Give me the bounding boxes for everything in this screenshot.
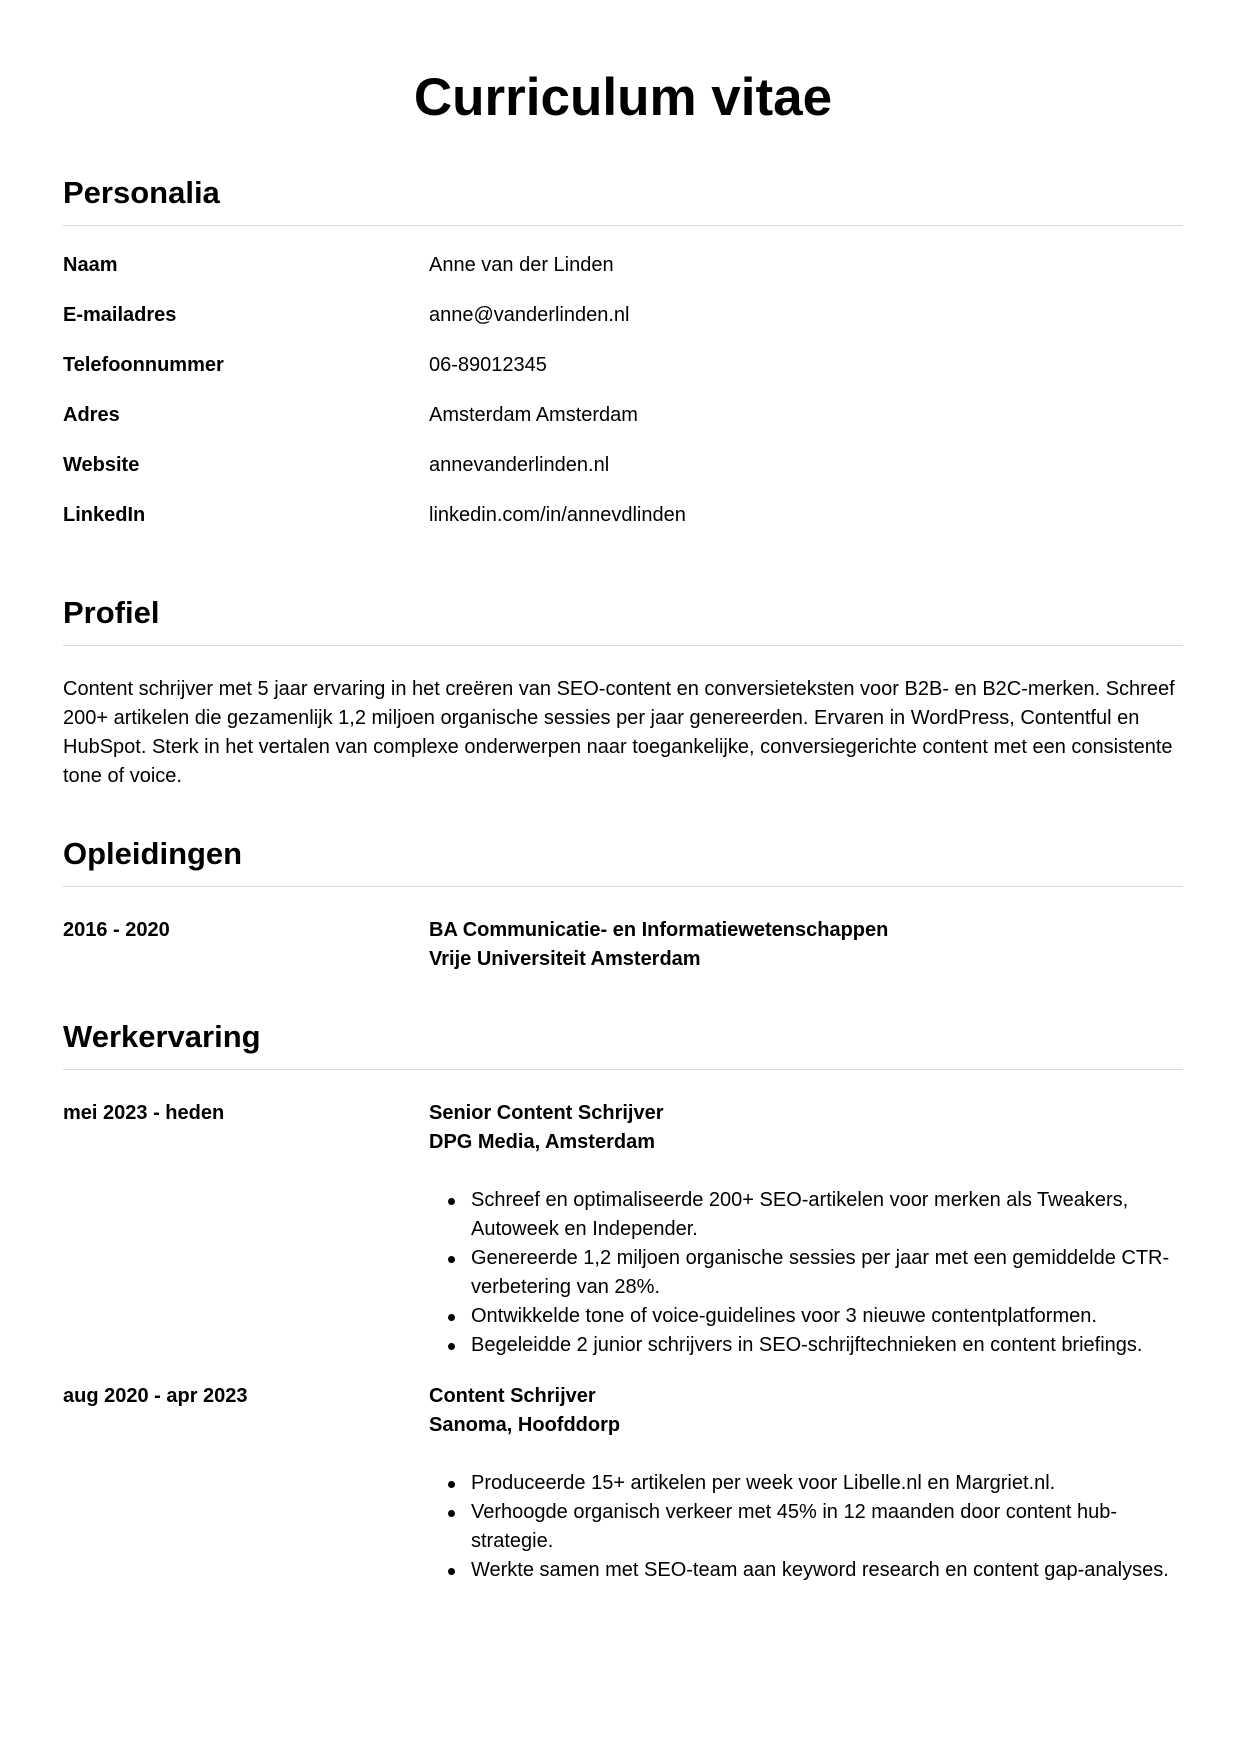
experience-details [429,1099,1183,1360]
experience-company: Sanoma, Hoofddorp [429,1414,621,1436]
experience-period: mei 2023 - heden [63,1102,225,1124]
section-title-profiel: Profiel [63,593,1183,646]
experience-company: DPG Media, Amsterdam [429,1131,655,1153]
education-period: 2016 - 2020 [63,919,170,941]
section-title-opleidingen: Opleidingen [63,834,1183,887]
experience-entry [63,1099,1183,1360]
personal-label: LinkedIn [63,504,146,526]
personal-value: Amsterdam Amsterdam [429,404,638,426]
document-title: Curriculum vitae [413,68,833,127]
experience-role: Content Schrijver [429,1385,596,1407]
experience-bullets [429,1469,1183,1585]
personal-value: anne@vanderlinden.nl [429,304,630,326]
personal-row-adres [63,401,1183,451]
experience-list [63,1070,1183,1585]
experience-role: Senior Content Schrijver [429,1102,664,1124]
section-werkervaring [63,1017,1183,1607]
personal-label: Website [63,454,140,476]
personal-value: Anne van der Linden [429,254,614,276]
personal-details [63,226,1183,551]
personal-row-linkedin [63,501,1183,551]
experience-period: aug 2020 - apr 2023 [63,1385,248,1407]
personal-label: Telefoonnummer [63,354,224,376]
experience-entry [63,1382,1183,1585]
education-school: Vrije Universiteit Amsterdam [429,948,701,970]
experience-details [429,1382,1183,1585]
section-profiel [63,593,1183,791]
section-title-werkervaring: Werkervaring [63,1017,1183,1070]
list-item: Ontwikkelde tone of voice-guidelines voor 3 nieuwe contentplatformen. [471,1302,1183,1331]
personal-label: Adres [63,404,120,426]
personal-value: annevanderlinden.nl [429,454,610,476]
list-item: Verhoogde organisch verkeer met 45% in 12 maanden door content hub-strategie. [471,1498,1183,1556]
section-title-personalia: Personalia [63,173,1183,226]
personal-value: 06-89012345 [429,354,547,376]
personal-label: E-mailadres [63,304,177,326]
list-item: Genereerde 1,2 miljoen organische sessies per jaar met een gemiddelde CTR-verbetering van 28%. [471,1244,1183,1302]
education-degree: BA Communicatie- en Informatiewetenschappen [429,919,889,941]
section-personalia [63,173,1183,551]
personal-value: linkedin.com/in/annevdlinden [429,504,686,526]
experience-bullets [429,1186,1183,1360]
personal-label: Naam [63,254,118,276]
list-item: Produceerde 15+ artikelen per week voor Libelle.nl en Margriet.nl. [471,1469,1183,1498]
section-opleidingen [63,834,1183,974]
personal-row-naam [63,251,1183,301]
list-item: Begeleidde 2 junior schrijvers in SEO-schrijftechnieken en content briefings. [471,1331,1183,1360]
education-details [429,916,1183,974]
personal-row-email [63,301,1183,351]
list-item: Werkte samen met SEO-team aan keyword research en content gap-analyses. [471,1556,1183,1585]
profile-summary: Content schrijver met 5 jaar ervaring in het creëren van SEO-content en conversieteksten voor B2B- en B2C-merken. Schreef 200+ artikelen die gezamenlijk 1,2 miljoen organische sessies per jaar genereerden. Ervaren in WordPress, Contentful en HubSpot. Sterk in het vertalen van complexe onderwerpen naar toegankelijke, conversiegerichte content met een consistente tone of voice. [63,678,1175,787]
personal-row-telefoon [63,351,1183,401]
list-item: Schreef en optimaliseerde 200+ SEO-artikelen voor merken als Tweakers, Autoweek en Independer. [471,1186,1183,1244]
education-entry [63,916,1183,974]
personal-row-website [63,451,1183,501]
